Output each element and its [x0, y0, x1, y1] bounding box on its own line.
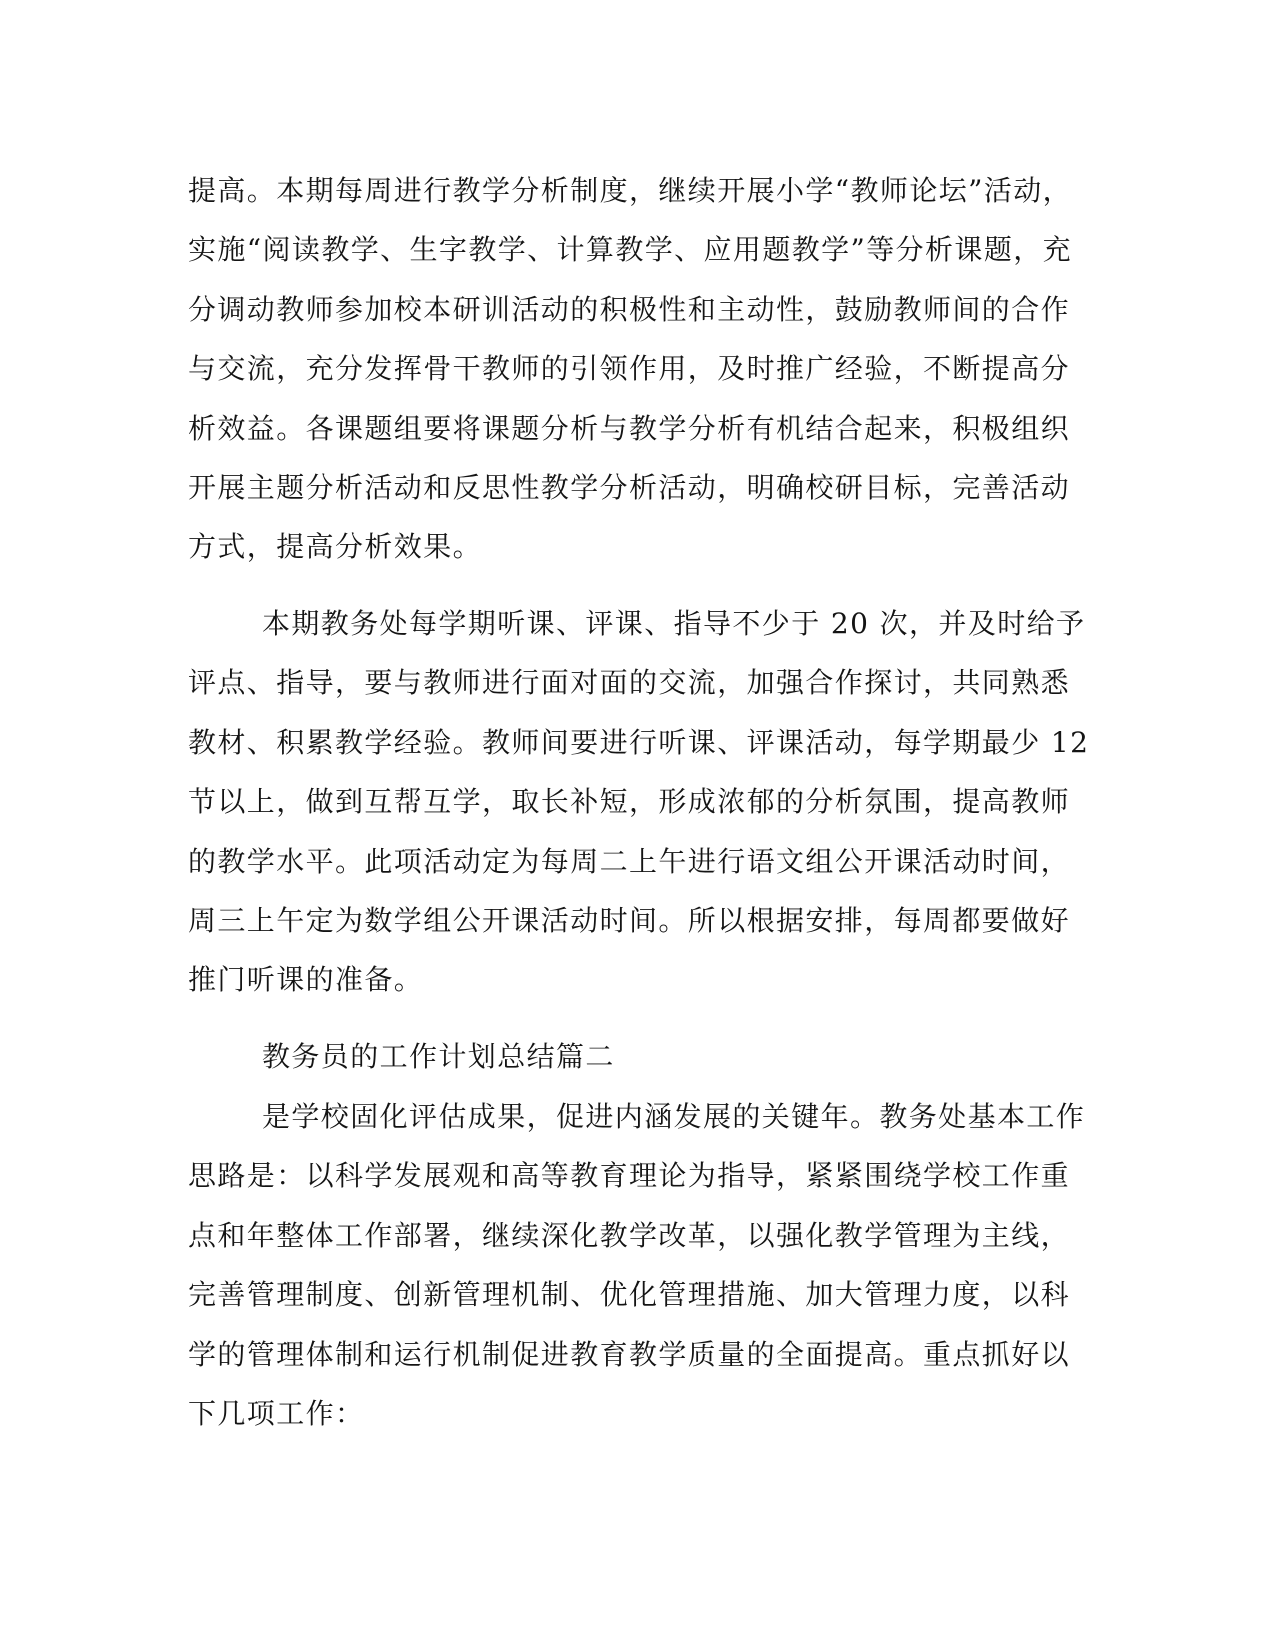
paragraph-work-ideas: [188, 1087, 1088, 1443]
text-line: 学的管理体制和运行机制促进教育教学质量的全面提高。重点抓好以: [188, 1337, 1071, 1371]
paragraph-teaching-research: [188, 161, 1088, 577]
text-line: 析效益。各课题组要将课题分析与教学分析有机结合起来，积极组织: [188, 411, 1071, 445]
text-line: 点和年整体工作部署，继续深化教学改革，以强化教学管理为主线，: [188, 1218, 1071, 1252]
text-line: 分调动教师参加校本研训活动的积极性和主动性，鼓励教师间的合作: [188, 292, 1071, 326]
text-line: 推门听课的准备。: [188, 963, 424, 997]
text-line: 是学校固化评估成果，促进内涵发展的关键年。教务处基本工作: [262, 1100, 1086, 1133]
paragraph-lesson-observation: [188, 594, 1088, 1010]
text-line: 节以上，做到互帮互学，取长补短，形成浓郁的分析氛围，提高教师: [188, 785, 1071, 819]
text-line: 提高。本期每周进行教学分析制度，继续开展小学“教师论坛”活动，: [188, 174, 1073, 207]
text-line: 周三上午定为数学组公开课活动时间。所以根据安排，每周都要做好: [188, 903, 1071, 937]
section-heading: [188, 1027, 1088, 1086]
text-line: 下几项工作：: [188, 1396, 365, 1430]
text-line: 教材、积累教学经验。教师间要进行听课、评课活动，每学期最少 12: [188, 725, 1090, 759]
text-line: 的教学水平。此项活动定为每周二上午进行语文组公开课活动时间，: [188, 844, 1071, 878]
text-line: 思路是：以科学发展观和高等教育理论为指导，紧紧围绕学校工作重: [188, 1159, 1071, 1193]
text-line: 方式，提高分析效果。: [188, 530, 483, 564]
text-line: 完善管理制度、创新管理机制、优化管理措施、加大管理力度，以科: [188, 1278, 1071, 1312]
text-line: 与交流，充分发挥骨干教师的引领作用，及时推广经验，不断提高分: [188, 352, 1071, 386]
heading-text: 教务员的工作计划总结篇二: [262, 1040, 615, 1073]
text-line: 开展主题分析活动和反思性教学分析活动，明确校研目标，完善活动: [188, 470, 1071, 504]
text-line: 本期教务处每学期听课、评课、指导不少于 20 次，并及时给予: [262, 607, 1086, 640]
text-line: 评点、指导，要与教师进行面对面的交流，加强合作探讨，共同熟悉: [188, 666, 1071, 700]
text-line: 实施“阅读教学、生字教学、计算教学、应用题教学”等分析课题，充: [188, 233, 1073, 267]
